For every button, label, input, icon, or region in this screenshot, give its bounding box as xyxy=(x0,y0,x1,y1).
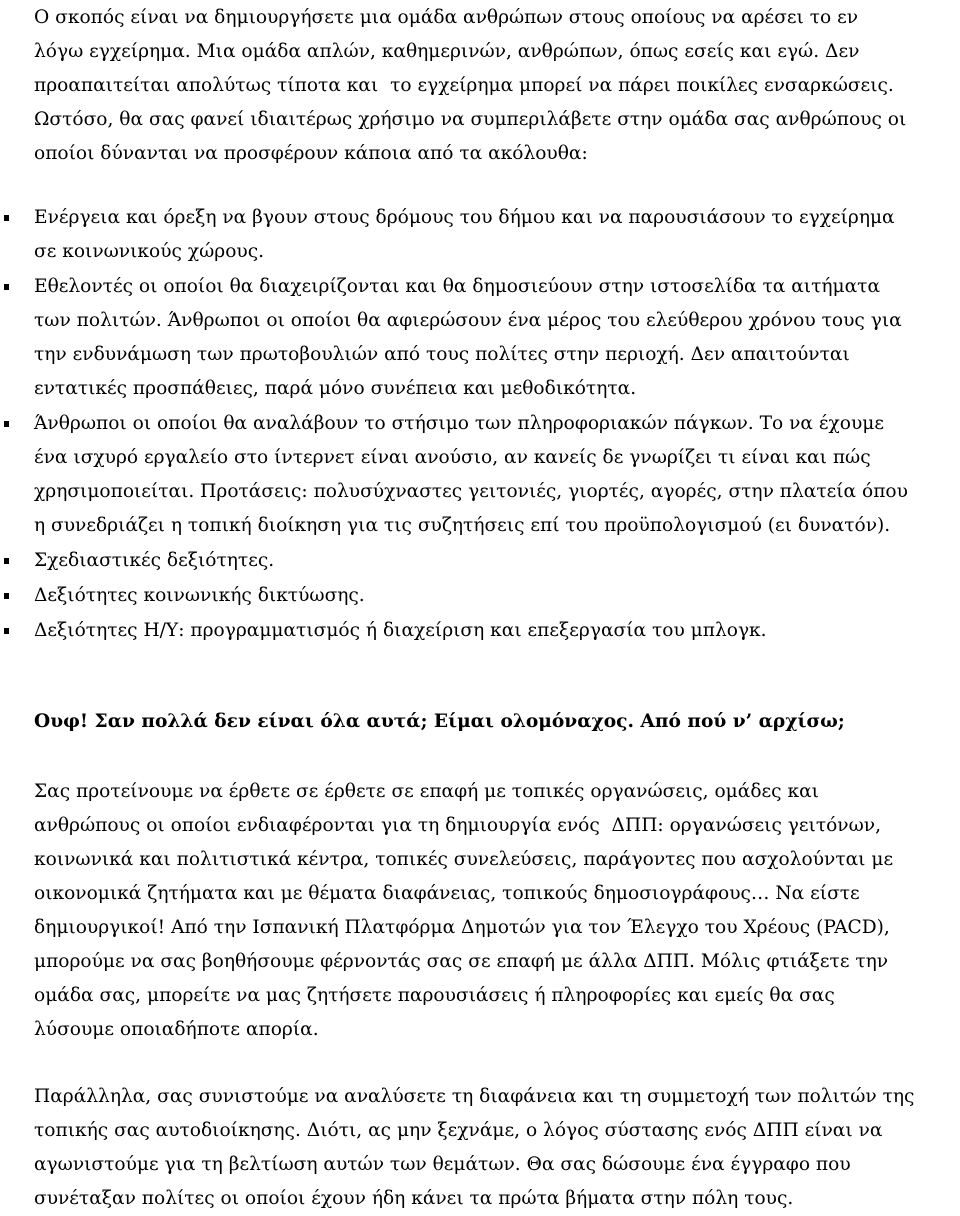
list-item xyxy=(0,407,956,543)
text-line: Δεξιότητες Η/Υ: προγραμματισμός ή διαχείριση και επεξεργασία του μπλογκ. xyxy=(34,620,767,641)
text-line: Ενέργεια και όρεξη να βγουν στους δρόμους του δήμου και να παρουσιάσουν το εγχείρημα xyxy=(34,207,895,228)
square-bullet-icon xyxy=(4,628,9,634)
text-line: ομάδα σας, μπορείτε να μας ζητήσετε παρουσιάσεις ή πληροφορίες και εμείς θα σας xyxy=(34,985,835,1006)
square-bullet-icon xyxy=(4,284,9,290)
text-line: δημιουργικοί! Από την Ισπανική Πλατφόρμα Δημοτών για τον Έλεγχο του Χρέους (PACD), xyxy=(34,917,890,938)
text-line: Άνθρωποι οι οποίοι θα αναλάβουν το στήσιμο των πληροφοριακών πάγκων. Το να έχουμε xyxy=(34,413,884,434)
text-line: λόγω εγχείρημα. Μια ομάδα απλών, καθημερινών, ανθρώπων, όπως εσείς και εγώ. Δεν xyxy=(34,41,860,62)
text-line: Σας προτείνουμε να έρθετε σε έρθετε σε επαφή με τοπικές οργανώσεις, ομάδες και xyxy=(34,781,819,802)
text-line: Ο σκοπός είναι να δημιουργήσετε μια ομάδα ανθρώπων στους οποίους να αρέσει το εν xyxy=(34,7,859,28)
square-bullet-icon xyxy=(4,215,9,221)
square-bullet-icon xyxy=(4,558,9,564)
text-line: Εθελοντές οι οποίοι θα διαχειρίζονται και θα δημοσιεύουν στην ιστοσελίδα τα αιτήματα xyxy=(34,276,880,297)
text-line: ένα ισχυρό εργαλείο στο ίντερνετ είναι ανούσιο, αν κανείς δε γνωρίζει τι είναι και πώς xyxy=(34,447,871,468)
text-line: Δεξιότητες κοινωνικής δικτύωσης. xyxy=(34,585,365,606)
text-line: η συνεδριάζει η τοπική διοίκηση για τις συζητήσεις επί του προϋπολογισμού (ει δυνατόν). xyxy=(34,515,891,536)
text-line: τοπικής σας αυτοδιοίκησης. Διότι, ας μην ξεχνάμε, ο λόγος σύστασης ενός ΔΠΠ είναι να xyxy=(34,1120,883,1141)
list-item xyxy=(0,614,956,648)
text-line: των πολιτών. Άνθρωποι οι οποίοι θα αφιερώσουν ένα μέρος του ελεύθερου χρόνου τους για xyxy=(34,310,902,331)
advice-paragraph xyxy=(34,775,956,1047)
text-line: οικονομικά ζητήματα και με θέματα διαφάνειας, τοπικούς δημοσιογράφους… Να είστε xyxy=(34,883,860,904)
text-line: την ενδυνάμωση των πρωτοβουλιών από τους πολίτες στην περιοχή. Δεν απαιτούνται xyxy=(34,344,850,365)
text-line: σε κοινωνικούς χώρους. xyxy=(34,241,265,262)
skills-list xyxy=(0,201,960,648)
text-line: λύσουμε οποιαδήποτε απορία. xyxy=(34,1019,319,1040)
text-line: Ωστόσο, θα σας φανεί ιδιαιτέρως χρήσιμο να συμπεριλάβετε στην ομάδα σας ανθρώπους οι xyxy=(34,109,907,130)
list-item xyxy=(0,201,956,269)
square-bullet-icon xyxy=(4,421,9,427)
text-line: χρησιμοποιείται. Προτάσεις: πολυσύχναστες γειτονιές, γιορτές, αγορές, στην πλατεία όπου xyxy=(34,481,908,502)
intro-paragraph xyxy=(34,1,956,171)
transparency-paragraph xyxy=(34,1080,956,1216)
text-line: προαπαιτείται απολύτως τίποτα και το εγχείρημα μπορεί να πάρει ποικίλες ενσαρκώσεις. xyxy=(34,75,894,96)
text-line: οποίοι δύνανται να προσφέρουν κάποια από τα ακόλουθα: xyxy=(34,143,588,164)
text-line: ανθρώπους οι οποίοι ενδιαφέρονται για τη δημιουργία ενός ΔΠΠ: οργανώσεις γειτόνων, xyxy=(34,815,881,836)
text-line: Σχεδιαστικές δεξιότητες. xyxy=(34,550,275,571)
list-item xyxy=(0,270,956,406)
list-item xyxy=(0,579,956,613)
text-line: μπορούμε να σας βοηθήσουμε φέρνοντάς σας σε επαφή με άλλα ΔΠΠ. Μόλις φτιάξετε την xyxy=(34,951,889,972)
text-line: κοινωνικά και πολιτιστικά κέντρα, τοπικές συνελεύσεις, παράγοντες που ασχολούνται με xyxy=(34,849,894,870)
section-heading: Ουφ! Σαν πολλά δεν είναι όλα αυτά; Είμαι ολομόναχος. Από πού ν’ αρχίσω; xyxy=(34,711,845,732)
text-line: συνέταξαν πολίτες οι οποίοι έχουν ήδη κάνει τα πρώτα βήματα στην πόλη τους. xyxy=(34,1188,794,1209)
list-item xyxy=(0,544,956,578)
text-line: Παράλληλα, σας συνιστούμε να αναλύσετε τη διαφάνεια και τη συμμετοχή των πολιτών της xyxy=(34,1086,915,1107)
text-line: αγωνιστούμε για τη βελτίωση αυτών των θεμάτων. Θα σας δώσουμε ένα έγγραφο που xyxy=(34,1154,851,1175)
text-line: εντατικές προσπάθειες, παρά μόνο συνέπεια και μεθοδικότητα. xyxy=(34,378,637,399)
square-bullet-icon xyxy=(4,593,9,599)
